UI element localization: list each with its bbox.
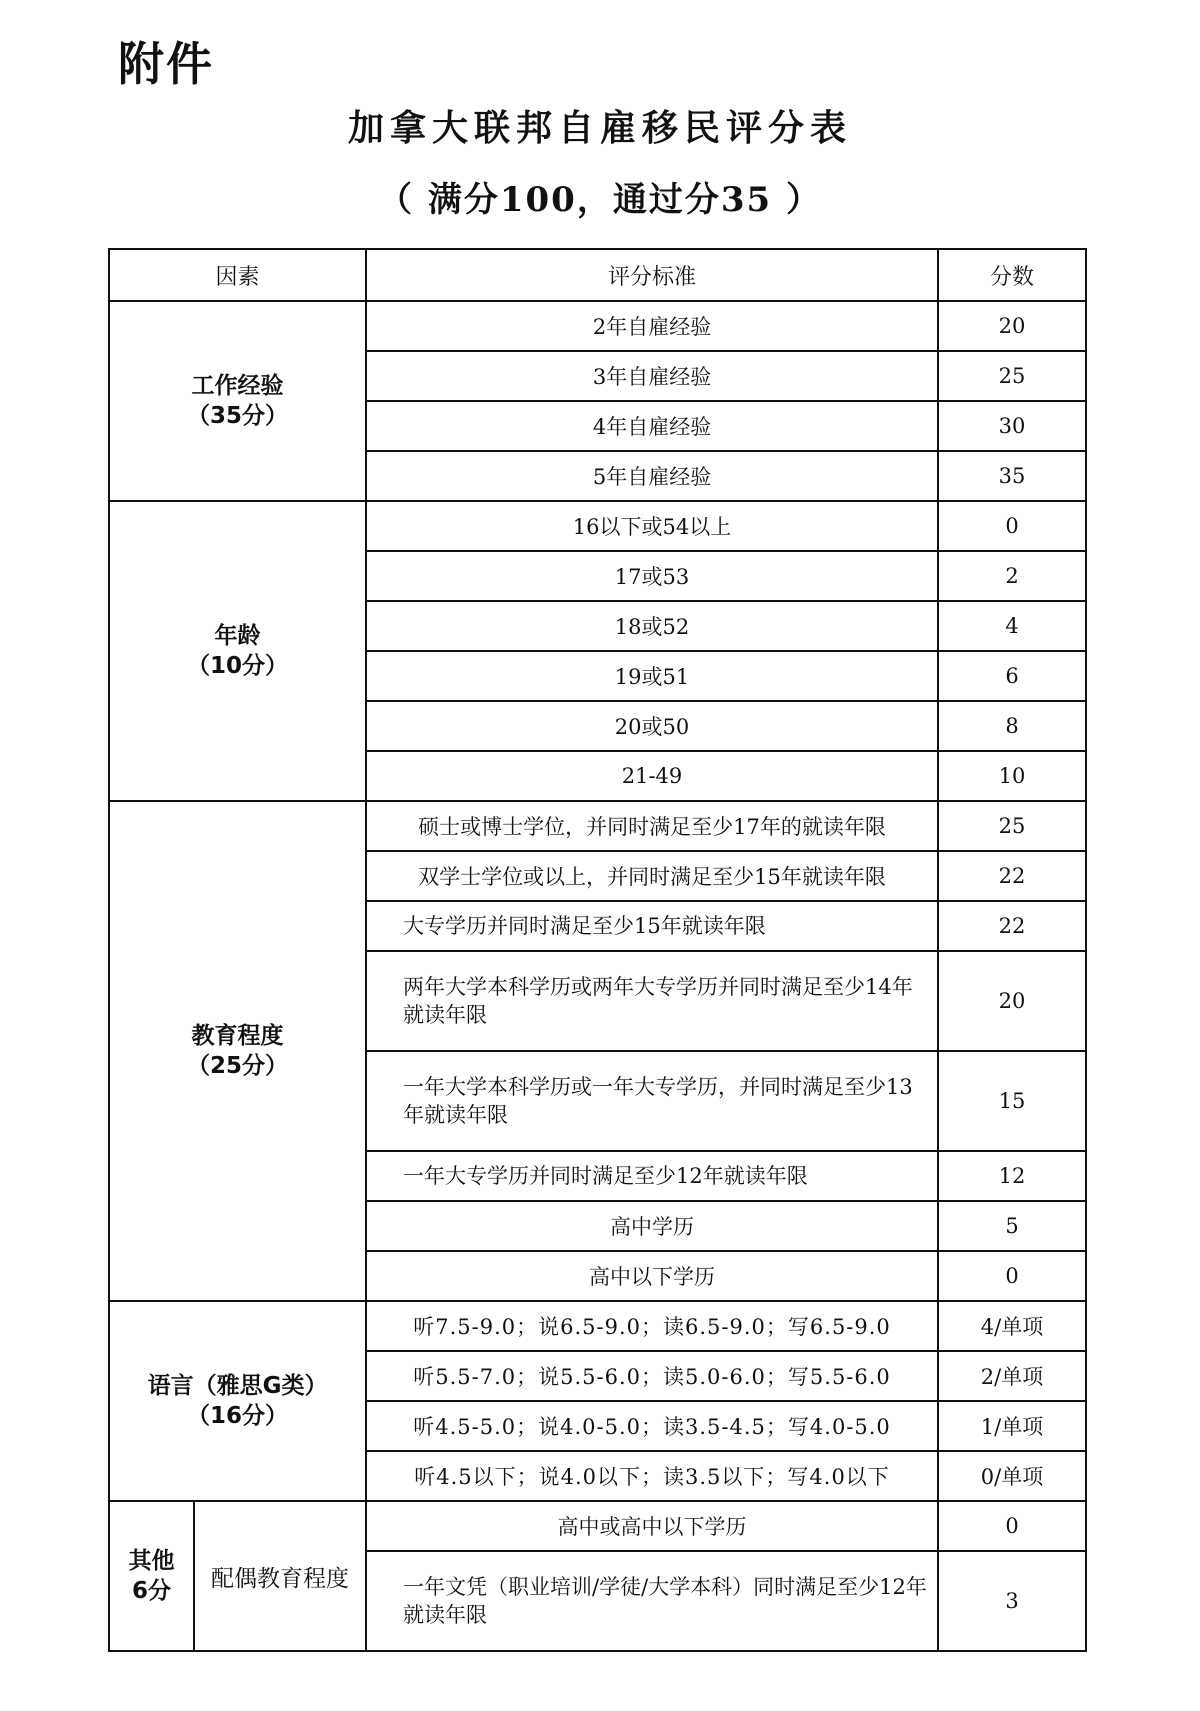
subfactor-spouse-education: 配偶教育程度 <box>194 1501 366 1651</box>
table-row <box>109 1501 1086 1551</box>
score-cell: 4 <box>938 601 1086 651</box>
criteria-cell: 硕士或博士学位，并同时满足至少17年的就读年限 <box>366 801 938 851</box>
criteria-cell: 听4.5-5.0；说4.0-5.0；读3.5-4.5；写4.0-5.0 <box>366 1401 938 1451</box>
criteria-cell: 20或50 <box>366 701 938 751</box>
table-header-row <box>109 249 1086 301</box>
score-cell: 22 <box>938 851 1086 901</box>
attachment-label: 附件 <box>118 37 214 91</box>
table-row <box>109 501 1086 551</box>
factor-education <box>109 801 366 1301</box>
header-score: 分数 <box>938 249 1086 301</box>
criteria-cell: 高中或高中以下学历 <box>366 1501 938 1551</box>
header-criteria: 评分标准 <box>366 249 938 301</box>
score-cell: 8 <box>938 701 1086 751</box>
document-subtitle: （ 满分100，通过分35 ） <box>378 180 822 220</box>
criteria-cell: 双学士学位或以上，并同时满足至少15年就读年限 <box>366 851 938 901</box>
factor-name: 年龄 <box>214 623 261 649</box>
criteria-cell: 一年文凭（职业培训/学徒/大学本科）同时满足至少12年就读年限 <box>366 1551 938 1651</box>
criteria-cell: 听7.5-9.0；说6.5-9.0；读6.5-9.0；写6.5-9.0 <box>366 1301 938 1351</box>
score-cell: 5 <box>938 1201 1086 1251</box>
score-cell: 4/单项 <box>938 1301 1086 1351</box>
criteria-cell: 3年自雇经验 <box>366 351 938 401</box>
factor-points: （25分） <box>187 1053 289 1079</box>
score-cell: 1/单项 <box>938 1401 1086 1451</box>
factor-points: 6分 <box>131 1578 171 1604</box>
criteria-cell: 高中以下学历 <box>366 1251 938 1301</box>
factor-name: 工作经验 <box>191 373 284 399</box>
score-table <box>108 248 1087 1652</box>
factor-points: （10分） <box>187 653 289 679</box>
score-cell: 22 <box>938 901 1086 951</box>
score-cell: 0/单项 <box>938 1451 1086 1501</box>
table-row <box>109 1301 1086 1351</box>
criteria-cell: 5年自雇经验 <box>366 451 938 501</box>
criteria-cell: 听4.5以下；说4.0以下；读3.5以下；写4.0以下 <box>366 1451 938 1501</box>
score-cell: 10 <box>938 751 1086 801</box>
score-cell: 3 <box>938 1551 1086 1651</box>
score-cell: 12 <box>938 1151 1086 1201</box>
criteria-cell: 大专学历并同时满足至少15年就读年限 <box>366 901 938 951</box>
score-cell: 6 <box>938 651 1086 701</box>
score-cell: 2 <box>938 551 1086 601</box>
factor-work-experience <box>109 301 366 501</box>
factor-points: （35分） <box>187 403 289 429</box>
factor-age <box>109 501 366 801</box>
score-cell: 0 <box>938 501 1086 551</box>
score-cell: 35 <box>938 451 1086 501</box>
factor-name: 其他 <box>128 1548 175 1574</box>
score-cell: 25 <box>938 801 1086 851</box>
criteria-cell: 21-49 <box>366 751 938 801</box>
score-cell: 0 <box>938 1251 1086 1301</box>
factor-other <box>109 1501 194 1651</box>
document-title: 加拿大联邦自雇移民评分表 <box>347 107 852 149</box>
criteria-cell: 两年大学本科学历或两年大专学历并同时满足至少14年就读年限 <box>366 951 938 1051</box>
criteria-cell: 18或52 <box>366 601 938 651</box>
criteria-cell: 19或51 <box>366 651 938 701</box>
factor-name: 教育程度 <box>191 1023 284 1049</box>
score-cell: 20 <box>938 951 1086 1051</box>
criteria-cell: 4年自雇经验 <box>366 401 938 451</box>
criteria-cell: 一年大专学历并同时满足至少12年就读年限 <box>366 1151 938 1201</box>
criteria-cell: 高中学历 <box>366 1201 938 1251</box>
factor-name: 语言（雅思G类） <box>147 1373 328 1399</box>
score-cell: 30 <box>938 401 1086 451</box>
score-cell: 15 <box>938 1051 1086 1151</box>
score-cell: 25 <box>938 351 1086 401</box>
criteria-cell: 16以下或54以上 <box>366 501 938 551</box>
table-row <box>109 301 1086 351</box>
factor-points: （16分） <box>187 1403 289 1429</box>
score-cell: 2/单项 <box>938 1351 1086 1401</box>
header-factor: 因素 <box>109 249 366 301</box>
factor-language <box>109 1301 366 1501</box>
score-cell: 20 <box>938 301 1086 351</box>
criteria-cell: 2年自雇经验 <box>366 301 938 351</box>
table-row <box>109 801 1086 851</box>
criteria-cell: 一年大学本科学历或一年大专学历，并同时满足至少13年就读年限 <box>366 1051 938 1151</box>
score-cell: 0 <box>938 1501 1086 1551</box>
criteria-cell: 17或53 <box>366 551 938 601</box>
criteria-cell: 听5.5-7.0；说5.5-6.0；读5.0-6.0；写5.5-6.0 <box>366 1351 938 1401</box>
